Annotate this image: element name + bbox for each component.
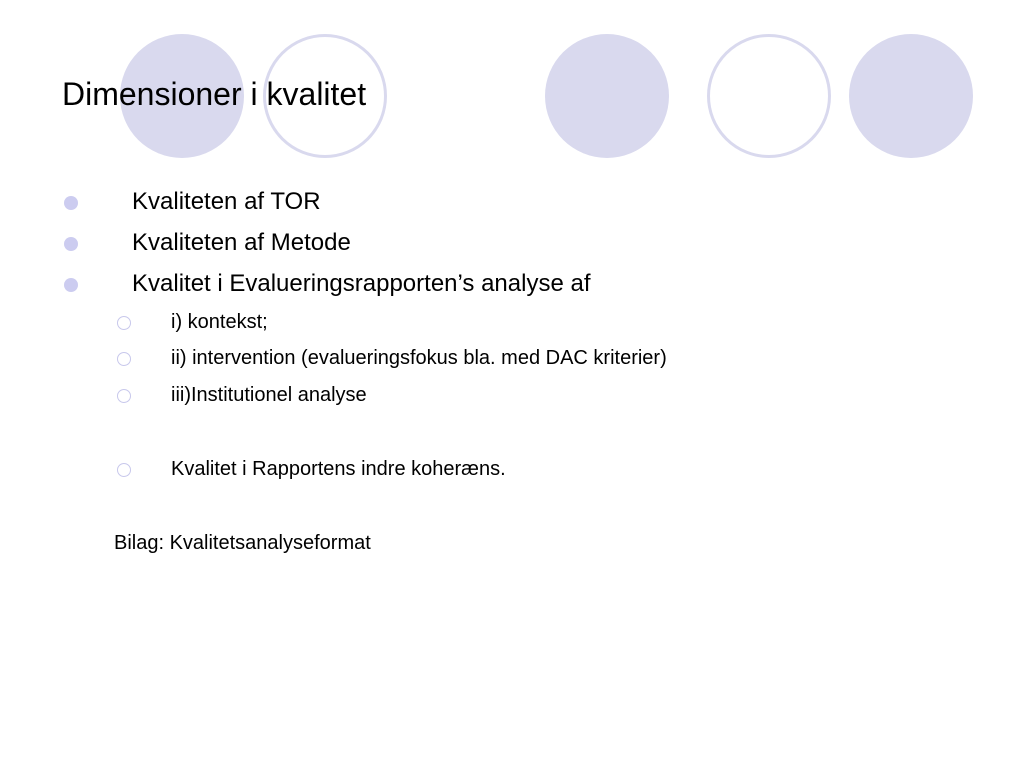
sub-bullet-text: iii)Institutionel analyse <box>171 384 367 406</box>
bullet-text: Kvaliteten af TOR <box>132 188 321 215</box>
decorative-circle-3 <box>545 34 669 158</box>
bullet-ring-icon <box>117 389 131 403</box>
bullet-ring-icon <box>117 316 131 330</box>
sub-bullet-text: Kvalitet i Rapportens indre koheræns. <box>171 458 506 480</box>
sub-bullet-text: i) kontekst; <box>171 311 268 333</box>
bullet-dot-icon <box>64 196 78 210</box>
bullet-dot-icon <box>64 237 78 251</box>
bullet-dot-icon <box>64 278 78 292</box>
bullet-text: Kvaliteten af Metode <box>132 229 351 256</box>
slide-title: Dimensioner i kvalitet <box>62 76 367 112</box>
decorative-circle-4 <box>707 34 831 158</box>
bullet-ring-icon <box>117 463 131 477</box>
appendix-note: Bilag: Kvalitetsanalyseformat <box>114 532 371 554</box>
bullet-ring-icon <box>117 352 131 366</box>
bullet-text: Kvalitet i Evalueringsrapporten’s analyse af <box>132 270 591 297</box>
decorative-circle-5 <box>849 34 973 158</box>
sub-bullet-text: ii) intervention (evalueringsfokus bla. med DAC kriterier) <box>171 347 667 369</box>
